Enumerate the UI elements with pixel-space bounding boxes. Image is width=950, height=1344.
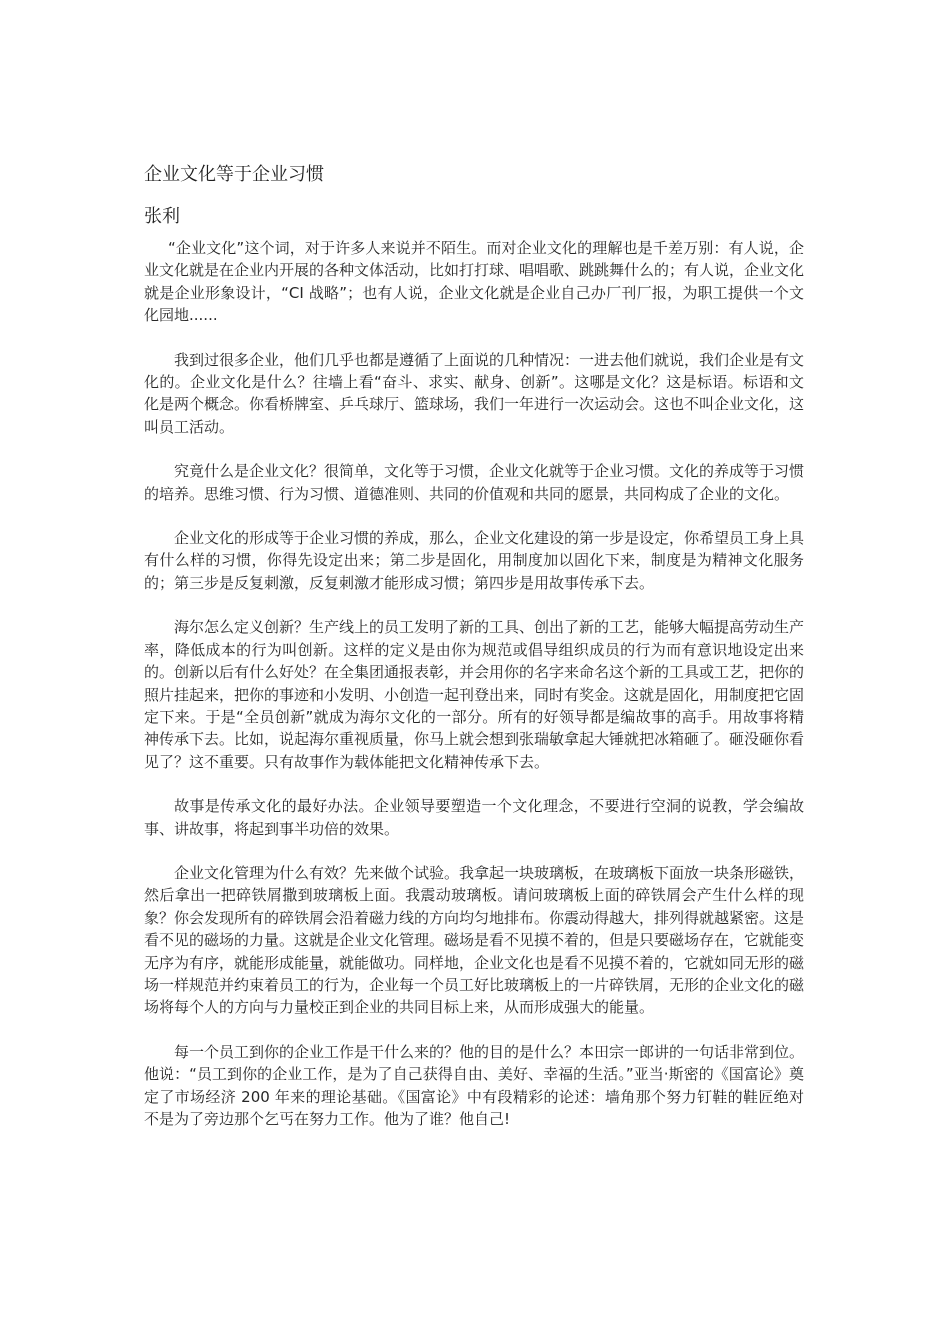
document-body [144,162,804,1152]
paragraph-8: 每一个员工到你的企业工作是干什么来的？他的目的是什么？本田宗一郎讲的一句话非常到位。他说：“员工到你的企业工作，是为了自己获得自由、美好、幸福的生活。”亚当·斯密的《国富论》奠定了市场经济 200 年来的理论基础。《国富论》中有段精彩的论述：墙角那个努力钉鞋的鞋匠绝对不是为了旁边那个乞丐在努力工作。他为了谁？他自己! [144,1042,805,1128]
document-title: 企业文化等于企业习惯 [144,164,324,185]
paragraph-7: 企业文化管理为什么有效？先来做个试验。我拿起一块玻璃板，在玻璃板下面放一块条形磁铁，然后拿出一把碎铁屑撒到玻璃板上面。我震动玻璃板。请问玻璃板上面的碎铁屑会产生什么样的现象？你会发现所有的碎铁屑会沿着磁力线的方向均匀地排布。你震动得越大，排列得就越紧密。这是看不见的磁场的力量。这就是企业文化管理。磁场是看不见摸不着的，但是只要磁场存在，它就能变无序为有序，就能形成能量，就能做功。同样地，企业文化也是看不见摸不着的，它就如同无形的磁场一样规范并约束着员工的行为，企业每一个员工好比玻璃板上的一片碎铁屑，无形的企业文化的磁场将每个人的方向与力量校正到企业的共同目标上来，从而形成强大的能量。 [144,863,805,1017]
paragraph-2: 我到过很多企业，他们几乎也都是遵循了上面说的几种情况：一进去他们就说，我们企业是有文化的。企业文化是什么？往墙上看“奋斗、求实、献身、创新”。这哪是文化？这是标语。标语和文化是两个概念。你看桥牌室、乒乓球厅、篮球场，我们一年进行一次运动会。这也不叫企业文化，这叫员工活动。 [144,350,805,436]
document-author: 张利 [144,206,180,227]
paragraph-6: 故事是传承文化的最好办法。企业领导要塑造一个文化理念，不要进行空洞的说教，学会编故事、讲故事，将起到事半功倍的效果。 [144,797,804,838]
paragraph-3: 究竟什么是企业文化？很简单，文化等于习惯，企业文化就等于企业习惯。文化的养成等于习惯的培养。思维习惯、行为习惯、道德准则、共同的价值观和共同的愿景，共同构成了企业的文化。 [144,462,805,503]
paragraph-4: 企业文化的形成等于企业习惯的养成，那么，企业文化建设的第一步是设定，你希望员工身上具有什么样的习惯，你得先设定出来；第二步是固化，用制度加以固化下来，制度是为精神文化服务的；第三步是反复刺激，反复刺激才能形成习惯；第四步是用故事传承下去。 [144,529,805,592]
paragraph-5: 海尔怎么定义创新？生产线上的员工发明了新的工具、创出了新的工艺，能够大幅提高劳动生产率，降低成本的行为叫创新。这样的定义是由你为规范或倡导组织成员的行为而有意识地设定出来的。创新以后有什么好处？在全集团通报表彰，并会用你的名字来命名这个新的工具或工艺，把你的照片挂起来，把你的事迹和小发明、小创造一起刊登出来，同时有奖金。这就是固化，用制度把它固定下来。于是“全员创新”就成为海尔文化的一部分。所有的好领导都是编故事的高手。用故事将精神传承下去。比如，说起海尔重视质量，你马上就会想到张瑞敏拿起大锤就把冰箱砸了。砸没砸你看见了？这不重要。只有故事作为载体能把文化精神传承下去。 [144,618,805,771]
paragraph-1: “企业文化”这个词，对于许多人来说并不陌生。而对企业文化的理解也是千差万别：有人说，企业文化就是在企业内开展的各种文体活动，比如打打球、唱唱歌、跳跳舞什么的；有人说，企业文化就是企业形象设计，“CI 战略”；也有人说，企业文化就是企业自己办厂刊厂报，为职工提供一个文化园地...... [144,239,805,325]
